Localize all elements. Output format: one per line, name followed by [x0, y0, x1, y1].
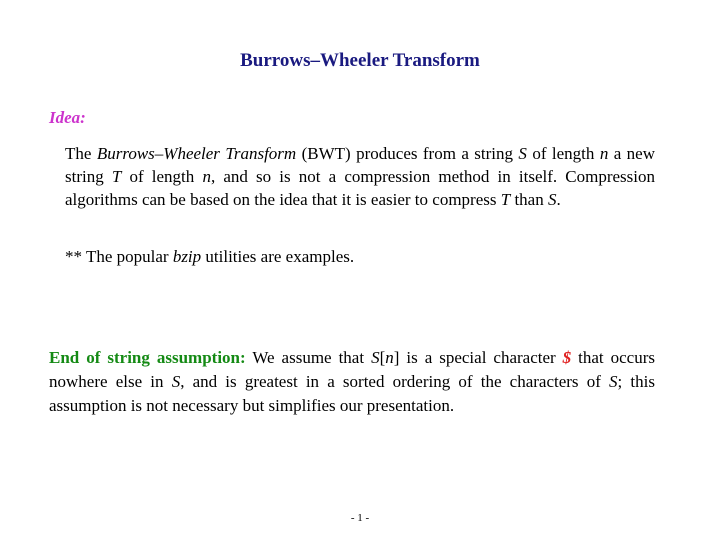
idea-paragraph: The Burrows–Wheeler Transform (BWT) produces from a string S of length n a new string T of length n, and so is not a compression method in itself. Compression algorithms can be based on the idea that it is easier to compress T than S. — [65, 144, 655, 209]
idea-heading: Idea: — [49, 108, 86, 127]
assumption-heading: End of string assumption: — [49, 348, 246, 367]
bzip-note: ** The popular bzip utilities are examples. — [65, 247, 355, 266]
page-number: - 1 - — [350, 512, 370, 524]
slide-title: Burrows–Wheeler Transform — [240, 50, 480, 71]
dollar-symbol: $ — [562, 348, 572, 367]
assumption-paragraph: End of string assumption: We assume that S[n] is a special character $ that occurs nowhere else in S, and is greatest in a sorted ordering of the characters of S; this assumption is not necessary but simplifies our presentation. — [49, 348, 655, 415]
